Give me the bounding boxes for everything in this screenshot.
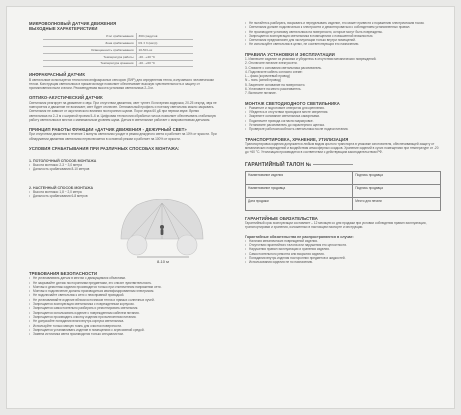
duty-light-text: При отсутствии движения в течение 1 минуты светильник уходит в режим дежурного света и работает на 10% от яркости. При обнаружении движения светильник переключается в основной режим и работает на 100% от яркости.	[29, 132, 217, 141]
wall-mount-item: • Высота монтажа: 1,8 ~ 2,0 метра	[29, 190, 217, 194]
warranty-card-cell: Подпись продавца	[353, 184, 441, 197]
warranty-exclusion-item: • Отсутствия гарантийного талона или нарушения его целостности.	[245, 243, 441, 247]
rule-item: 2. Отключите питание электросети.	[245, 61, 298, 66]
warning-item: • Не пытайтесь разбирать, вскрывать и переделывать изделие, это может привести к поражению электрическим током.	[245, 21, 441, 25]
spec-value: R1 ± 3 (метр)	[136, 40, 193, 47]
safety-item: • Используйте только мягкую ткань для очистки поверхности.	[29, 324, 217, 328]
warranty-exclusion-item: • Самостоятельного ремонта или вскрытия изделия.	[245, 252, 441, 256]
safety-item: • Не устанавливать датчик в местах с движущимися объектами.	[29, 276, 217, 280]
spec-row	[43, 53, 193, 60]
ir-text: В светильнике используется технология инфракрасных сенсоров (ПИР) для определения тепла, излучаемого человеческим телом. Конструкция светильника в прижатом виде позволяет обеспечивает высокую чувствительность и защиту от проникновения пыли и влаги. Рекомендуемая высота установки светильника 2–3 м.	[29, 77, 214, 91]
warning-item: • Светильник должен подключаться к электросети и демонтироваться с соблюдением установленных правил.	[245, 25, 441, 29]
warranty-card-cell: Наименование изделия	[246, 171, 353, 184]
trigger-zone-title: УСЛОВИЯ СРАБАТЫВАНИЯ ПРИ РАЗЛИЧНЫХ СПОСОБАХ МОНТАЖА:	[29, 145, 180, 151]
safety-item: • Монтаж и подключение должны производиться квалифицированным электриком.	[29, 289, 217, 293]
safety-item: • Монтаж и демонтаж изделия производится только при отключенном напряжении сети.	[29, 285, 217, 289]
transport-text: Транспортировка изделия допускается любым видом крытого транспорта в упаковке изготовителя, обеспечивающей защиту от механических повреждений и воздействия атмосферных осадков. Хранение изделий в сухих помещениях при температуре от -20 до +60 °С. Утилизация производится в соответствии с действующим законодательством РФ.	[245, 141, 439, 155]
safety-item: • Запрещается использовать изделие с поврежденным кабелем питания.	[29, 311, 217, 315]
spec-row	[43, 40, 193, 47]
right-column	[245, 21, 441, 265]
safety-item: • Запрещается самостоятельно разбирать и ремонтировать светильник.	[29, 306, 217, 310]
sensor-circle-icon	[127, 235, 147, 255]
spec-label: Температура работы	[43, 53, 136, 60]
mount-item: • Подключите провода согласно маркировке.	[245, 119, 441, 123]
warranty-card-row	[246, 184, 441, 197]
ceiling-mount-item: • Высота монтажа: 2-3 ~ 3,0 метра	[29, 163, 217, 167]
spec-value: 10-50 Lux	[136, 46, 193, 53]
safety-item: • Запрещается устанавливать изделие в помещениях с агрессивной средой.	[29, 328, 217, 332]
warranty-exclusion-item: • Наличия механических повреждений изделия.	[245, 239, 441, 243]
warranty-card-title: ГАРАНТИЙНЫЙ ТАЛОН №	[245, 161, 312, 168]
warning-item: • Запрещается эксплуатация светильника в помещениях с повышенной влажностью.	[245, 34, 441, 38]
mount-item: • Убедитесь в отсутствии проводки в месте сверления.	[245, 110, 441, 114]
rule-item: 5. Закрепите основание на поверхности.	[245, 82, 306, 87]
optic-text: Светильник реагирует на движение и звук. При отсутствии движения, свет тухнет. Если время задержки, 20-25 секунд, звук не повторяется и движение не возникает, свет будет отключен. Оптимальный профиль и поэтому светильник можно закрывать. Светильник не зависит от акустического влияния посторонних шумов. Порог звука 60 дБ при первом звуке. Время светильника на 2–3 м с шириной проема 5–6 м. Цифровая технология обработки голоса позволяет обеспечивать стабильную работу светильника в местах с минимальным уровнем шума. Датчик в светильнике работает с микроволновым датчиком.	[29, 100, 217, 122]
wall-mount-title: 2. НАСТЕННЫЙ СПОСОБ МОНТАЖА	[29, 185, 94, 190]
safety-item: • Запрещается производить очистку изделия при включенном питании.	[29, 315, 217, 319]
warranty-text: Гарантийный срок эксплуатации составляет – 12 месяцев со дня продажи при условии соблюдения правил эксплуатации, транспортировки и хранения, изложенных в настоящем паспорте и инструкции.	[245, 221, 427, 230]
rule-item: 3. Снимите с основания светильника рассеиватель.	[245, 65, 322, 70]
safety-item: • Не подключайте светильник к сети с неисправной проводкой.	[29, 293, 217, 297]
spec-label: Температура хранения	[43, 60, 136, 67]
range-label: 8-10 м	[157, 259, 169, 265]
warranty-card-cell: Подпись продавца	[353, 171, 441, 184]
rules-title: ПРАВИЛА УСТАНОВКИ И ЭКСПЛУАТАЦИИ	[245, 51, 335, 57]
warranty-exclusion-item: • Использования изделия не по назначению.	[245, 260, 441, 264]
safety-list	[29, 276, 217, 336]
rule-item: N – ноль (синий провод)	[245, 78, 281, 83]
warning-item: • Светильник предназначен для эксплуатации только внутри помещений.	[245, 38, 441, 42]
spec-row	[43, 60, 193, 67]
warning-item: • Не используйте светильник в целях, не соответствующих его назначению.	[245, 42, 441, 46]
mount-item: • Разметьте и подготовьте отверстия для крепления.	[245, 106, 441, 110]
spec-label: Зона срабатывания	[43, 40, 136, 47]
rule-item: 7. Включите питание.	[245, 91, 277, 96]
mount-list	[245, 106, 441, 132]
duty-light-title: ПРИНЦИП РАБОТЫ ФУНКЦИИ «ДАТЧИК ДВИЖЕНИЯ - ДЕЖУРНЫЙ СВЕТ»	[29, 127, 187, 133]
safety-item: • Не закрывайте датчик посторонними предметами, это снизит чувствительность.	[29, 281, 217, 285]
safety-item: • Замена источника света производится только специалистом.	[29, 332, 217, 336]
warranty-title: ГАРАНТИЙНЫЕ ОБЯЗАТЕЛЬСТВА	[245, 215, 318, 221]
warranty-card-row	[246, 197, 441, 210]
detection-zone-diagram	[107, 199, 217, 265]
spec-value: -20...+60 °С	[136, 60, 193, 67]
warranty-card-cell: Наименование продавца	[246, 184, 353, 197]
warranty-exclusions-title: Гарантийные обязательства не распространяются в случае:	[245, 234, 354, 239]
warranty-exclusion-item: • Попадания внутрь изделия посторонних предметов и жидкостей.	[245, 256, 441, 260]
rule-item: 1. Извлеките изделие из упаковки и убедитесь в отсутствии механических повреждений.	[245, 56, 377, 61]
safety-item: • Не устанавливайте изделие вблизи источников тепла и прямых солнечных лучей.	[29, 298, 217, 302]
left-column	[29, 21, 217, 336]
ir-title: ИНФРАКРАСНЫЙ ДАТЧИК	[29, 72, 86, 78]
safety-title: ТРЕБОВАНИЯ БЕЗОПАСНОСТИ	[29, 271, 98, 277]
transport-title: ТРАНСПОРТИРОВКА, ХРАНЕНИЕ, УТИЛИЗАЦИЯ	[245, 136, 349, 142]
spec-table	[43, 33, 193, 67]
manual-page	[6, 6, 455, 409]
section-title-sensor: МИКРОВОЛНОВЫЙ ДАТЧИК ДВИЖЕНИЯ	[29, 21, 117, 26]
safety-item: • Запрещается эксплуатация светильника с поврежденным корпусом.	[29, 302, 217, 306]
warranty-exclusion-item: • Нарушения правил эксплуатации и хранения изделия.	[245, 247, 441, 251]
mounting-diagram	[29, 159, 217, 269]
ceiling-mount-item: • Дальность срабатывания 8-10 метров	[29, 167, 217, 171]
optic-title: ОПТИКО-АКУСТИЧЕСКИЙ ДАТЧИК	[29, 95, 103, 101]
warranty-exclusions-list	[245, 239, 441, 265]
spec-row	[43, 46, 193, 53]
mount-item: • Проверьте работоспособность светильника после подачи питания.	[245, 127, 441, 131]
rules-list	[245, 57, 441, 96]
warranty-card-cell: Место для печати	[353, 197, 441, 210]
warning-list	[245, 21, 441, 47]
mount-item: • Установите рассеиватель до характерного щелчка.	[245, 123, 441, 127]
mount-item: • Закрепите основание светильника саморезами.	[245, 114, 441, 118]
rule-item: 6. Установите на место рассеиватель.	[245, 87, 302, 92]
spec-label: Угол срабатывания	[43, 33, 136, 39]
wall-mount-item: • Дальность срабатывания 6-8 метров	[29, 194, 217, 198]
warranty-card-row	[246, 171, 441, 184]
safety-item: • Не допускайте попадания влаги внутрь корпуса светильника.	[29, 319, 217, 323]
spec-label: Освещенность срабатывания	[43, 46, 136, 53]
sensor-circle-icon	[177, 235, 197, 255]
warranty-card-cell: Дата продажи	[246, 197, 353, 210]
warning-item: • Не производите установку светильника на поверхности, которые могут быть повреждены.	[245, 30, 441, 34]
mount-title: МОНТАЖ СВЕТОДИОДНОГО СВЕТИЛЬНИКА	[245, 100, 340, 106]
spec-value: 360 градусов	[136, 33, 193, 39]
ceiling-mount-title: 1. ПОТОЛОЧНЫЙ СПОСОБ МОНТАЖА	[29, 159, 97, 164]
person-icon	[160, 225, 164, 235]
section-title-specs: ВЫХОДНЫЕ ХАРАКТЕРИСТИКИ	[29, 26, 98, 32]
rule-item: L – фаза (коричневый провод)	[245, 74, 290, 79]
rule-item: 4. Подключите кабель согласно схеме:	[245, 69, 303, 74]
spec-value: -20...+40 °С	[136, 53, 193, 60]
warranty-card-table	[245, 171, 441, 211]
